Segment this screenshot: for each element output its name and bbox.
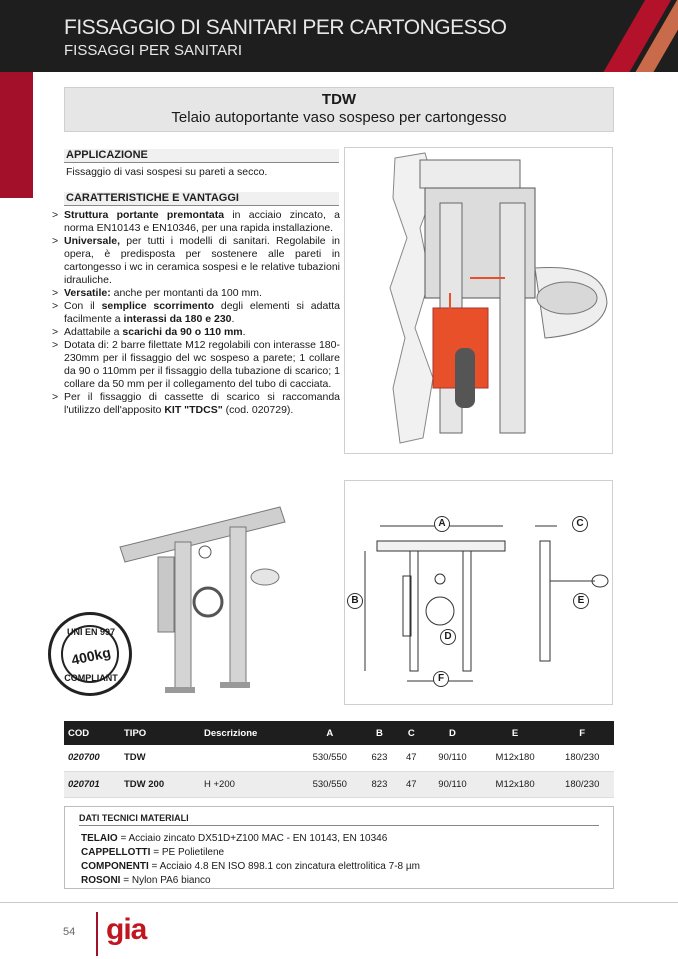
- cell-tipo: TDW 200: [120, 771, 200, 797]
- product-name: Telaio autoportante vaso sospeso per cartongesso: [171, 109, 507, 126]
- section-applicazione-title: APPLICAZIONE: [64, 149, 339, 163]
- brand-logo: gia: [106, 913, 147, 946]
- dim-label-e: E: [573, 593, 589, 609]
- footer-accent-bar: [96, 912, 98, 956]
- installation-illustration: [344, 147, 613, 454]
- cell-cod: 020700: [64, 745, 120, 771]
- section-tab: [0, 72, 33, 198]
- dimension-drawing: [344, 480, 613, 705]
- col-tipo: TIPO: [120, 721, 200, 745]
- col-a: A: [298, 721, 362, 745]
- cell-d: 90/110: [425, 771, 480, 797]
- feature-item: > Universale, per tutti i modelli di sanitari. Regolabile in opera, è predisposta per sostenere alle pareti in cartongesso i wc in ceramica sospesi e le relative tubazioni idrauliche.: [52, 235, 340, 287]
- installation-drawing: [345, 148, 614, 455]
- cell-c: 47: [397, 771, 425, 797]
- feature-item: > Struttura portante premontata in acciaio zincato, a norma EN10143 e EN10346, per una rapida installazione.: [52, 209, 340, 235]
- tech-data-title: DATI TECNICI MATERIALI: [79, 813, 599, 826]
- feature-item: > Adattabile a scarichi da 90 o 110 mm.: [52, 326, 340, 339]
- cell-d: 90/110: [425, 745, 480, 771]
- feature-item: > Per il fissaggio di cassette di scarico si raccomanda l'utilizzo dell'apposito KIT "TDCS" (cod. 020729).: [52, 391, 340, 417]
- cell-c: 47: [397, 745, 425, 771]
- table-row: [64, 745, 614, 771]
- feature-item: > Versatile: anche per montanti da 100 mm.: [52, 287, 340, 300]
- badge-load: 400kg: [69, 644, 113, 668]
- page-number: 54: [63, 926, 76, 938]
- cell-descrizione: H +200: [200, 771, 298, 797]
- spec-table-header: [64, 721, 614, 745]
- cell-f: 180/230: [550, 771, 614, 797]
- product-code: TDW: [321, 91, 357, 108]
- certification-badge: [48, 612, 132, 696]
- page-header: [0, 0, 678, 72]
- applicazione-text: Fissaggio di vasi sospesi su pareti a secco.: [66, 166, 268, 178]
- cell-b: 823: [362, 771, 398, 797]
- col-e: E: [480, 721, 551, 745]
- col-c: C: [397, 721, 425, 745]
- section-caratteristiche-title: CARATTERISTICHE E VANTAGGI: [64, 192, 339, 206]
- header-title: FISSAGGIO DI SANITARI PER CARTONGESSO: [64, 16, 507, 39]
- dimension-drawing-svg: [345, 481, 614, 706]
- cell-tipo: TDW: [120, 745, 200, 771]
- cell-descrizione: [200, 745, 298, 771]
- dim-label-d: D: [440, 629, 456, 645]
- product-title-box: [64, 87, 614, 132]
- tech-line: TELAIO = Acciaio zincato DX51D+Z100 MAC - EN 10143, EN 10346: [81, 833, 388, 844]
- dim-label-b: B: [347, 593, 363, 609]
- dim-label-a: A: [434, 516, 450, 532]
- cell-b: 623: [362, 745, 398, 771]
- cell-cod: 020701: [64, 771, 120, 797]
- cell-e: M12x180: [480, 745, 551, 771]
- cell-a: 530/550: [298, 745, 362, 771]
- cell-f: 180/230: [550, 745, 614, 771]
- cell-e: M12x180: [480, 771, 551, 797]
- tech-line: ROSONI = Nylon PA6 bianco: [81, 875, 211, 886]
- tech-data-box: [64, 806, 614, 889]
- spec-table: [64, 721, 614, 798]
- tech-line: CAPPELLOTTI = PE Polietilene: [81, 847, 225, 858]
- tech-line: COMPONENTI = Acciaio 4.8 EN ISO 898.1 con zincatura elettrolitica 7-8 µm: [81, 861, 420, 872]
- footer-divider: [0, 902, 678, 903]
- tech-data-lines: [81, 832, 420, 888]
- col-d: D: [425, 721, 480, 745]
- header-subtitle: FISSAGGI PER SANITARI: [64, 42, 243, 59]
- features-list: [52, 209, 340, 417]
- badge-compliant: COMPLIANT: [64, 673, 118, 683]
- feature-item: > Con il semplice scorrimento degli elementi si adatta facilmente a interassi da 180 e 230.: [52, 300, 340, 326]
- feature-item: > Dotata di: 2 barre filettate M12 regolabili con interasse 180-230mm per il fissaggio del wc sospeso a parete; 1 collare da 90 o 110mm per il fissaggio della tubazione di scarico; 1 collare da 50 mm per il collegamento del tubo di cacciata.: [52, 339, 340, 391]
- dim-label-f: F: [433, 671, 449, 687]
- col-f: F: [550, 721, 614, 745]
- col-cod: COD: [64, 721, 120, 745]
- table-row: [64, 771, 614, 797]
- col-b: B: [362, 721, 398, 745]
- cell-a: 530/550: [298, 771, 362, 797]
- badge-standard: UNI EN 997: [66, 627, 116, 637]
- dim-label-c: C: [572, 516, 588, 532]
- col-descrizione: Descrizione: [200, 721, 298, 745]
